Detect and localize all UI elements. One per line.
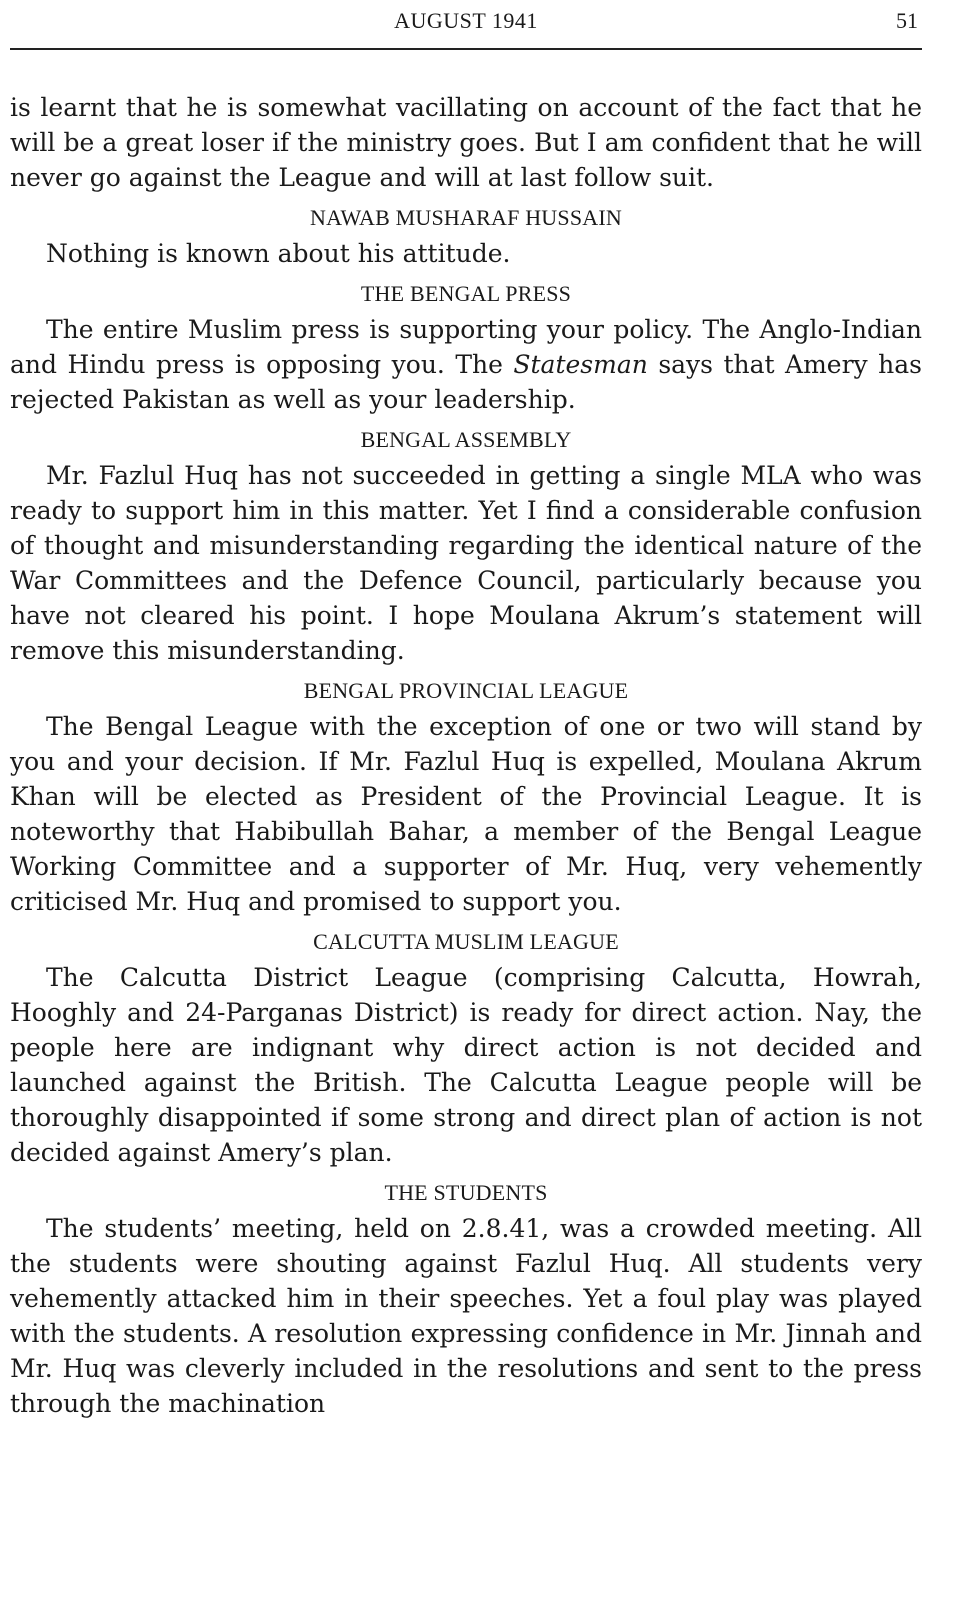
book-page xyxy=(10,0,922,1421)
section-paragraph-nawab-musharaf-hussain: Nothing is known about his attitude. xyxy=(46,239,511,268)
bengal-press-text-after: says that Amery has rejected Pakistan as well as your leadership. xyxy=(10,350,922,414)
section-heading-calcutta-muslim-league: CALCUTTA MUSLIM LEAGUE xyxy=(313,929,619,954)
section-heading-bengal-provincial-league: BENGAL PROVINCIAL LEAGUE xyxy=(303,678,629,703)
newspaper-title-statesman: Statesman xyxy=(513,350,648,379)
section-paragraph-bengal-press xyxy=(10,312,922,417)
page-number: 51 xyxy=(896,8,918,33)
running-header xyxy=(10,0,922,50)
page-body xyxy=(10,50,922,1421)
section-heading-nawab-musharaf-hussain: NAWAB MUSHARAF HUSSAIN xyxy=(310,205,622,230)
opening-paragraph: is learnt that he is somewhat vacillating on account of the fact that he will be a great loser if the ministry goes. But I am confident that he will never go against the League and will at last follow suit. xyxy=(10,93,922,192)
section-paragraph-the-students: The students’ meeting, held on 2.8.41, was a crowded meeting. All the students were shouting against Fazlul Huq. All students very vehemently attacked him in their speeches. Yet a foul play was played with the students. A resolution expressing confidence in Mr. Jinnah and Mr. Huq was cleverly included in the resolutions and sent to the press through the machination xyxy=(10,1214,922,1418)
section-heading-bengal-assembly: BENGAL ASSEMBLY xyxy=(360,427,572,452)
section-heading-the-students: THE STUDENTS xyxy=(384,1180,548,1205)
bengal-press-text-before: The entire Muslim press is supporting your policy. The Anglo-Indian and Hindu press is opposing you. The xyxy=(10,315,922,379)
running-title: AUGUST 1941 xyxy=(394,8,538,33)
section-heading-bengal-press: THE BENGAL PRESS xyxy=(360,281,572,306)
section-paragraph-calcutta-muslim-league: The Calcutta District League (comprising Calcutta, Howrah, Hooghly and 24-Parganas District) is ready for direct action. Nay, the people here are indignant why direct action is not decided and launched against the British. The Calcutta League people will be thoroughly disappointed if some strong and direct plan of action is not decided against Amery’s plan. xyxy=(10,963,922,1167)
section-paragraph-bengal-assembly: Mr. Fazlul Huq has not succeeded in getting a single MLA who was ready to support him in this matter. Yet I find a considerable confusion of thought and misunderstanding regarding the identical nature of the War Committees and the Defence Council, particularly because you have not cleared his point. I hope Moulana Akrum’s statement will remove this misunderstanding. xyxy=(10,461,922,665)
section-paragraph-bengal-provincial-league: The Bengal League with the exception of one or two will stand by you and your decision. If Mr. Fazlul Huq is expelled, Moulana Akrum Khan will be elected as President of the Provincial League. It is noteworthy that Habibullah Bahar, a member of the Bengal League Working Committee and a supporter of Mr. Huq, very vehemently criticised Mr. Huq and promised to support you. xyxy=(10,712,922,916)
